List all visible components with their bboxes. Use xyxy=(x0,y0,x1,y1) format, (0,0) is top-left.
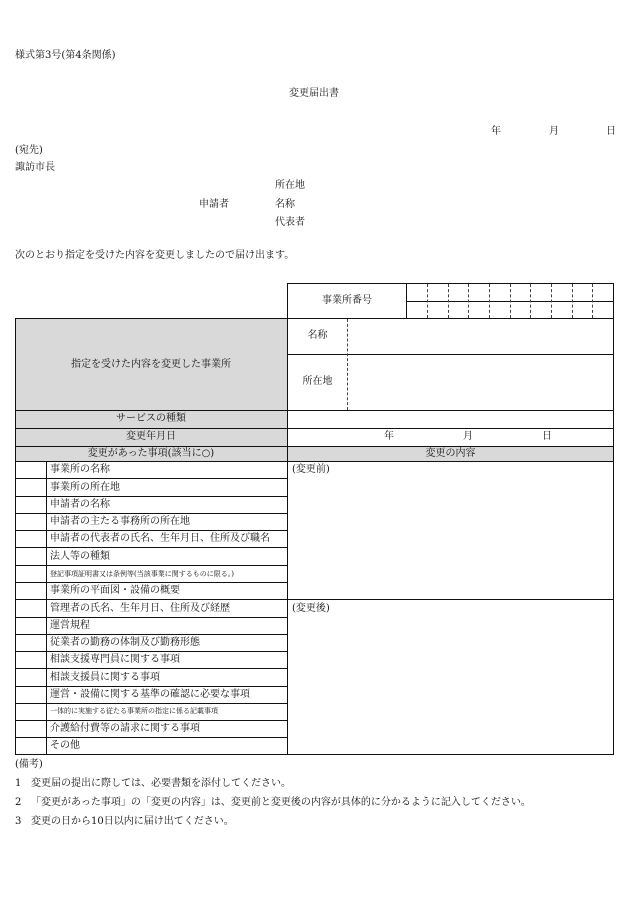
note-number: 1 xyxy=(15,778,22,789)
item-label: 従業者の勤務の体制及び勤務形態 xyxy=(50,637,200,648)
form-title: 変更届出書 xyxy=(289,88,339,99)
item-label: 申請者の主たる事務所の所在地 xyxy=(50,516,190,527)
addressee-label: (宛先) xyxy=(15,145,43,156)
change-date-year: 年 xyxy=(384,431,394,442)
applicant-representative-label: 代表者 xyxy=(275,217,305,228)
before-change-label: (変更前) xyxy=(292,464,330,475)
item-label: 登記事項証明書又は条例等(当該事業に関するものに限る。) xyxy=(50,570,234,578)
item-label: 法人等の種類 xyxy=(50,551,110,562)
date-month-label: 月 xyxy=(549,126,559,137)
note-text: 変更の日から10日以内に届け出てください。 xyxy=(31,816,234,827)
change-date-day: 日 xyxy=(542,431,552,442)
applicant-label: 申請者 xyxy=(199,199,229,210)
changed-items-header: 変更があった事項(該当に○) xyxy=(87,448,215,459)
change-date-month: 月 xyxy=(463,431,473,442)
addressee-name: 諏訪市長 xyxy=(15,162,55,173)
item-label: 介護給付費等の請求に関する事項 xyxy=(50,723,200,734)
office-name-label: 名称 xyxy=(307,330,328,341)
intro-text: 次のとおり指定を受けた内容を変更しましたので届け出ます。 xyxy=(15,250,295,261)
change-content-header: 変更の内容 xyxy=(425,448,476,459)
after-change-label: (変更後) xyxy=(292,603,330,614)
office-number-label: 事業所番号 xyxy=(322,295,372,306)
date-day-label: 日 xyxy=(606,126,616,137)
item-label: 申請者の名称 xyxy=(50,499,110,510)
item-label: 運営・設備に関する基準の確認に必要な事項 xyxy=(50,689,250,700)
note-text: 変更届の提出に際しては、必要書類を添付してください。 xyxy=(31,778,291,789)
note-number: 3 xyxy=(15,816,22,827)
applicant-address-label: 所在地 xyxy=(275,180,305,191)
item-label: 運営規程 xyxy=(50,620,90,631)
office-label: 指定を受けた内容を変更した事業所 xyxy=(71,359,231,370)
note-number: 2 xyxy=(15,797,22,808)
notes-label: (備考) xyxy=(15,759,43,770)
item-label: 管理者の氏名、生年月日、住所及び経歴 xyxy=(50,603,230,614)
form-number: 様式第3号(第4条関係) xyxy=(15,50,116,61)
date-year-label: 年 xyxy=(491,126,501,137)
office-address-label: 所在地 xyxy=(302,376,333,387)
item-label: 事業所の所在地 xyxy=(50,482,120,493)
item-label: 一体的に実施する従たる事業所の指定に係る記載事項 xyxy=(50,707,218,715)
applicant-name-label: 名称 xyxy=(275,199,295,210)
change-date-label: 変更年月日 xyxy=(126,431,176,442)
item-label: 相談支援専門員に関する事項 xyxy=(50,654,180,665)
item-label: 申請者の代表者の氏名、生年月日、住所及び職名 xyxy=(50,533,270,544)
note-text: 「変更があった事項」の「変更の内容」は、変更前と変更後の内容が具体的に分かるように記入してください。 xyxy=(31,797,531,808)
item-label: 相談支援員に関する事項 xyxy=(50,672,160,683)
item-label: 事業所の名称 xyxy=(50,464,110,475)
service-type-label: サービスの種類 xyxy=(116,413,186,424)
item-label: 事業所の平面図・設備の概要 xyxy=(50,585,180,596)
item-label: その他 xyxy=(50,740,80,751)
